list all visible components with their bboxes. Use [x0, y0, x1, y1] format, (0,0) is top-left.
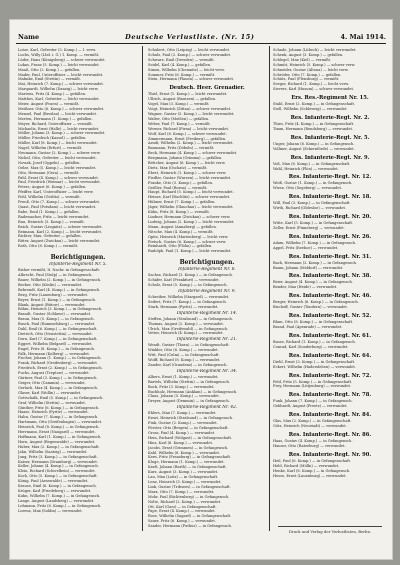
entry-line: Ernst, Heinrich (Stralsund) — in Gefangensch. [148, 416, 234, 421]
entry-line: Kluge, Hermann (1. Komp.) — verwundet. [148, 460, 225, 465]
header-left: Name [18, 32, 40, 41]
entry-line: Fuchs, August (Treptow) — verwundet. [18, 371, 90, 376]
entry-line: Ullrich, August (Bautzen) — gefallen. [148, 97, 217, 102]
entry-line: Ludwig, Johann (2. Komp.) — leicht verwundet. [148, 219, 235, 224]
entry-line: Geißler, Paul (Borna) — vermißt. [148, 185, 208, 190]
entry-line: Albers, Ernst (1. Komp.) — verwundet. [148, 374, 219, 379]
entry-line: Braun, Max (5. Komp.) — in Gefangensch. [18, 317, 95, 322]
entry-line: Brand, Paul (Apenrade) — verwundet. [273, 325, 343, 329]
entry-line: Mohr, Paul (Richtenberg) — in Gefangensch. [148, 494, 230, 499]
entry-line: Müller, Friedrich (Kassel) — gefallen. [18, 136, 87, 141]
entry-line: Müller, Karl (8. Komp.) — leicht verwundet. [18, 141, 98, 146]
entry-line: Herrmann, Ernst (Naugard) — verwundet. [18, 430, 96, 435]
entry-line: Bock, Fritz (3. Komp.) — verwundet. [148, 384, 215, 389]
section-heading: Res. Infanterie-Regt. Nr. 5. [290, 134, 370, 141]
entry-line: Matthes, Karl, Gefreiter — leicht verwundet. [18, 97, 100, 102]
entry-line: Mai, Heinrich (7. Komp.) — schwer verwundet. [18, 82, 105, 87]
entry-line: Simon, Wilhelm (Chemnitz) — leicht verw. [148, 67, 225, 72]
entry-line: Stoll, Wilhelm (Schleswig) — verwundet. [273, 107, 348, 112]
entry-line: Rose, Wilhelm (Sagard) — in Gefangenschaft. [148, 514, 232, 519]
entry-line: Lindner, Hermann (Zwickau) — schwer verw. [148, 215, 231, 219]
entry-line: Brandt, Gustav (Schlawe) — verwundet. [18, 312, 92, 317]
entry-line: Bauer, Wilhelm (2. Komp.) — in Gefangensch. [18, 277, 102, 282]
entry-line: Nagel, Wilhelm (Erfurt) — vermißt. [18, 146, 83, 151]
entry-line: Heinrich, Paul (8. Komp.) — in Gefangensch. [18, 425, 100, 430]
entry-line: Heinze, Karl (Rochlitz) — schwer verwundet. [148, 195, 231, 200]
entry-line: Bisher vermißt, lt. Nachr. in Gefangenschaft: [18, 268, 101, 273]
entry-line: Henke, Karl (8. Komp.) — in Gefangensch. [273, 468, 351, 473]
entry-line: Hein, Richard (Wolgast) — in Gefangenschaft. [148, 435, 233, 440]
entry-line: Pape, Ernst (4. Komp.) — verwundet. [148, 509, 216, 514]
entry-line: Frey, Hermann (Lütjenburg) — verwundet. [273, 384, 352, 389]
entry-line: Nitsche, Max (4. Komp.) — vermißt. [148, 229, 214, 234]
entry-line: Lehmann, Fritz (8. Komp.) — in Gefangensch. [18, 503, 102, 508]
section-heading: Res. Infanterie-Regt. Nr. 84. [288, 412, 372, 419]
entry-line: Hartmann, Otto (Greifenhagen) — verwundet. [18, 420, 103, 425]
entry-line: Bischoff, Gustav (Tondern) — verwundet. [273, 305, 348, 310]
entry-line: Dietz, Max (Oschatz) — vermißt. [148, 165, 208, 170]
entry-line: Preuß, Otto (7. Komp.) — schwer verwundet. [18, 200, 101, 205]
entry-line: Zander, Karl (Graudenz) — in Gefangensch. [148, 362, 228, 367]
entry-line: Merten, Hermann (1. Komp.) — gefallen. [18, 116, 93, 121]
entry-line: Pahl, Ernst (4. Komp.) — schwer verwundet. [18, 175, 99, 180]
entry-line: Frank, Richard (Greifenberg) — verwundet. [18, 361, 98, 366]
entry-line: Meier, August (Posen) — vermißt. [18, 101, 80, 106]
entry-line: Richter, Max, Gefreiter — gefallen. [18, 234, 82, 239]
entry-line: Engel, Fritz (8. Komp.) — in Gefangensch. [18, 346, 95, 351]
entry-line: Bergmann, Johann (Grimma) — gefallen. [148, 156, 223, 161]
entry-line: Seidel, Karl (4. Komp.) — gefallen. [148, 62, 212, 67]
entry-line: Weber, Paul (7. Komp.) — vermißt. [148, 121, 211, 126]
entry-line: Jacobs, Ernst (Grimmen) — in Gefangensch. [148, 445, 229, 450]
entry-line: Reinhardt, Otto (Flöha) — gefallen. [148, 244, 213, 249]
entry-line: Sachse, Richard (3. Komp.) — in Gefangensch. [148, 273, 233, 278]
entry-line: Reimann, Karl (2. Komp.) — leicht verwundet. [18, 229, 103, 234]
entry-line: Nowak, Josef (Oppeln) — gefallen. [18, 160, 81, 165]
section-heading: Res. Infanterie-Regt. Nr. 9. [290, 154, 370, 161]
entry-line: Witt, Paul (Culm) — in Gefangenschaft. [148, 353, 220, 358]
entry-line: Luchs, Willy (Lbd. i. G.) 1. Komp. — vermißt. [18, 52, 100, 57]
entry-line: Rabe, Emil (1. Komp.) — gefallen. [18, 209, 80, 214]
entry-line: Schmitt, Heinrich (5. Komp.) — schwer verw. [273, 62, 356, 67]
entry-line: Will, Paul (3. Komp.) — in Gefangenschaft. [273, 201, 351, 206]
entry-line: Hahn, Gustav (7. Komp.) — in Gefangensch. [18, 415, 99, 420]
entry-line: Wagner, Gustav (5. Komp.) — leicht verwundet. [148, 111, 235, 116]
newspaper-page [10, 20, 392, 559]
entry-line: Link, Gustav (Tribsees) — in Gefangenschaft. [148, 484, 231, 489]
entry-line: Kern, Fritz (Franzburg) — in Gefangenschaft. [148, 455, 232, 460]
entry-line: Behrendt, Karl (4. Komp.) — in Gefangensch. [18, 287, 101, 292]
entry-line: Günther, Fritz (6. Komp.) — in Gefangensch. [18, 405, 100, 410]
entry-line: Stark, Hermann (Pyritz) — verwundet. [148, 304, 219, 309]
entry-line: Ebert, Heinrich (1. Komp.) — schwer verw. [148, 170, 227, 175]
section-heading: Res. Infanterie-Regt. Nr. 31. [288, 253, 372, 260]
entry-line: Lange, August (Landsberg) — verwundet. [18, 498, 95, 503]
entry-line: Ott, Karl (Garz) — in Gefangenschaft. [148, 504, 217, 509]
entry-line: Wiese, Otto (Segeberg) — verwundet. [273, 186, 343, 191]
entry-line: Nolte, Richard (2. Komp.) — verwundet. [148, 499, 222, 504]
entry-line: Kurz, August (3. Komp.) — verwundet. [148, 470, 219, 475]
entry-line: Peters, August (6. Komp.) — gefallen. [18, 185, 87, 190]
entry-line: Gottschalk, Emil (5. Komp.) — in Gefangensch. [18, 395, 104, 400]
entry-line: Dorn, Karl (7. Komp.) — in Gefangenschaft. [18, 336, 98, 341]
entry-line: Friedrich, Ernst (2. Komp.) — in Gefangensch. [18, 366, 103, 371]
entry-line: Förster, Otto (Bergen) — in Gefangenschaft. [148, 426, 229, 430]
entry-line: Rudolph, Paul (1. Komp.) — leicht verwundet. [148, 249, 232, 254]
entry-line: Schwarz, Emil (Dresden) — vermißt. [148, 57, 215, 62]
entry-line: Berg, Fritz (Lauenburg) — verwundet. [18, 292, 89, 297]
entry-line: Rademacher, Fritz — leicht verwundet. [18, 214, 90, 219]
entry-line: Wendt, Gustav (Thorn) — in Gefangenschaft. [148, 343, 230, 348]
entry-line: Fiedler, Gustav (Wurzen) — leicht verwundet. [148, 175, 232, 180]
entry-line: Huber, Max (2. Komp.) — in Gefangenschaft. [18, 444, 100, 449]
entry-line: Wolff, Richard (8. Komp.) — verwundet. [148, 358, 221, 363]
entry-line: Glaser, Karl (Wollin) — verwundet. [18, 390, 82, 395]
entry-line: Adam, Wilhelm (7. Komp.) — in Gefangensch. [273, 240, 357, 245]
entry-line: Weiß, Gustav (1. Komp.) — in Gefangensch. [273, 181, 353, 186]
entry-line: Lukas, Franz (5. Komp.) — leicht verwundet. [18, 62, 100, 67]
entry-line: Wirth, Richard (Oldesloe) — verwundet. [273, 206, 347, 211]
text-column-3 [273, 48, 387, 539]
entry-line: Blum, Otto (8. Komp.) — in Gefangenschaft. [273, 320, 354, 325]
entry-line: Witte, Karl (5. Komp.) — in Gefangenschaft. [273, 221, 354, 226]
entry-line: Beyer, Ernst (1. Komp.) — in Gefangensch. [18, 297, 96, 302]
entry-line: Schreiber, Wilhelm (Stargard) — verwundet. [148, 294, 230, 299]
section-heading: Res. Infanterie-Regt. Nr. 12. [288, 174, 372, 181]
entry-line: Reich, Gustav (Liegnitz) — schwer verwundet. [18, 224, 103, 229]
entry-line: Schulz, Paul (2. Komp.) — schwer verwundet. [148, 52, 232, 57]
entry-line: Hübner, Ernst (7. Komp.) — gefallen. [148, 200, 216, 205]
section-heading: Res. Infanterie-Regt. Nr. 38. [288, 273, 372, 280]
entry-line: Klein, Richard (Schivelbein) — verwundet. [18, 469, 96, 474]
entry-line: Graf, Wilhelm (Stettin) — verwundet. [18, 400, 86, 405]
section-heading: Res. Infanterie-Regt. Nr. 52. [288, 313, 372, 320]
entry-line: Schubert, Otto (Leipzig) — leicht verwundet. [148, 48, 231, 52]
entry-line: Mahnke, Emil (Stettin) — vermißt. [18, 77, 81, 82]
entry-line: Fink, Gustav (2. Komp.) — verwundet. [148, 421, 218, 426]
entry-line: Beck, Hermann (4. Komp.) — schwer verwundet. [148, 151, 238, 156]
entry-line: Thomas, August (2. Komp.) — verwundet. [148, 321, 224, 326]
entry-line: Schneider, Gustav (Altona) — leicht verw. [273, 67, 349, 72]
section-subheading: Infanterie-Regiment Nr. 21. [176, 337, 238, 343]
section-heading: Res. Infanterie-Regt. Nr. 72. [288, 372, 372, 379]
entry-line: Kuhn, Wilhelm (7. Komp.) — in Gefangensch. [18, 493, 101, 498]
entry-line: Jung, Fritz (3. Komp.) — in Gefangenschaft. [18, 454, 98, 459]
entry-line: Gärtner, Paul (3. Komp.) — in Gefangensch. [18, 376, 98, 381]
entry-line: Lenz, Heinrich (5. Komp.) — verwundet. [148, 479, 222, 484]
entry-line: Meißner, Otto (6. Komp.) — schwer verwundet. [18, 106, 105, 111]
entry-line: Schlegel, Max (Kiel) — vermißt. [273, 57, 332, 62]
entry-line: Dreyer, August (Demmin) — in Gefangensch. [148, 399, 230, 404]
entry-line: Kahl, Wilhelm (8. Komp.) — verwundet. [148, 450, 221, 455]
entry-line: Ehlers, Max (7. Komp.) — verwundet. [148, 411, 217, 416]
entry-line: Glas, Max (2. Komp.) — in Gefangenschaft. [273, 419, 352, 424]
entry-line: Zeller, Ernst (Pinneberg) — verwundet. [273, 225, 345, 230]
entry-line: Geiger, Otto (Cammin) — verwundet. [18, 381, 86, 385]
column-divider [142, 46, 143, 531]
entry-line: Beier, August (4. Komp.) — in Gefangensch. [273, 280, 353, 285]
entry-line: Gross, Paul (4. Komp.) — verwundet. [148, 430, 216, 435]
section-heading: Res. Infanterie-Regt. Nr. 18. [288, 194, 372, 201]
entry-line: Sommer, Fritz (6. Komp.) — vermißt. [148, 72, 216, 77]
section-subheading: Infanterie-Regiment Nr. 34. [176, 368, 238, 374]
entry-line: Bender, Max (Heide) — verwundet. [273, 285, 338, 290]
entry-line: Marx, Otto (7. Komp.) — verwundet. [148, 489, 215, 494]
entry-line: Fischer, Johann (1. Komp.) — in Gefangensch. [18, 356, 102, 361]
entry-line: Krause, Emil (6. Komp.) — in Gefangensch. [18, 484, 97, 489]
section-subheading: Infanterie-Regiment Nr. 5. [49, 262, 107, 268]
entry-line: Jahn, Wilhelm (Saatzig) — verwundet. [18, 449, 88, 454]
entry-line: Marquardt, Wilhelm (Danzig) — leicht verw. [18, 87, 99, 92]
entry-line: Busch, Paul (Rummelsburg) — verwundet. [18, 322, 96, 327]
entry-line: Diehl, Ernst (3. Komp.) — in Gefangenschaft. [273, 359, 356, 364]
entry-line: Ritter, August (Zwickau) — leicht verwundet. [18, 239, 101, 244]
entry-line: Keller, Johann (4. Komp.) — in Gefangensch. [18, 464, 99, 469]
text-column-2 [148, 48, 266, 539]
entry-line: Hinz, Karl (6. Komp.) — verwundet. [148, 440, 214, 445]
entry-line: Neumann, Gustav (2. Komp.) — schwer verw. [18, 151, 101, 156]
entry-line: Menzel, Paul (Breslau) — leicht verwundet. [18, 111, 98, 116]
entry-line: Mann, August (Annaberg) — gefallen. [148, 224, 217, 229]
entry-line: Hesse, Ernst (Lauenburg) — verwundet. [273, 473, 347, 478]
entry-line: Thiel, Ernst (1. Komp.) — leicht verwundet. [148, 92, 228, 97]
entry-line: Paul, Friedrich (Weimar) — leicht verwundet. [18, 180, 101, 185]
entry-line: Mader, Paul, Unteroffizier — leicht verwundet. [18, 72, 104, 77]
entry-line: Seeger, Richard (1. Komp.) — leicht verw. [273, 82, 350, 87]
entry-line: Pohl, Wilhelm (Görlitz) — vermißt. [18, 195, 81, 200]
entry-line: Schröder, Otto (7. Komp.) — gefallen. [273, 72, 342, 77]
entry-line: Voß, Max (8. Komp.) — in Gefangenschaft. [273, 161, 351, 166]
header-rule [16, 43, 386, 44]
entry-line: Dietrich, Otto (Neustettin) — verwundet. [18, 331, 93, 336]
header-date: 4. Mai 1914. [340, 32, 386, 41]
entry-line: Meyer, Richard, Unteroffizier — vermißt. [18, 121, 93, 126]
entry-line: Busse, Richard (1. Komp.) — in Gefangensch. [273, 339, 356, 344]
entry-line: Vollmer, August (Eckernförde) — verwundet. [273, 146, 355, 151]
entry-line: Böttcher, August (6. Komp.) — leicht verw. [148, 161, 226, 166]
entry-line: Böhm, Heinrich (3. Komp.) — in Gefangensch. [18, 307, 103, 312]
entry-line: Eggert, Wilhelm (Belgard) — verwundet. [18, 341, 93, 346]
entry-line: Rau, Heinrich (3. Komp.) — vermißt. [18, 219, 85, 224]
section-heading: Berichtigungen. [179, 259, 235, 267]
entry-line: Buchholz, Hermann (Anklam) — in Gefangensch. [148, 389, 238, 394]
entry-line: Schütz, Paul (Flensburg) — vermißt. [273, 77, 340, 82]
entry-line: Conrad, Karl (Sonderburg) — verwundet. [273, 344, 349, 349]
entry-line: Becker, Otto (Köslin) — verwundet. [18, 282, 83, 287]
text-column-1 [18, 48, 138, 539]
entry-line: Wahl, Heinrich (Plön) — verwundet. [273, 166, 339, 171]
entry-line: Stahl, Ernst (2. Komp.) — in Gefangenschaft. [273, 102, 356, 107]
header-title: Deutsche Verlustliste. (Nr. 15) [125, 32, 255, 41]
entry-line: Sievers, Karl (Husum) — schwer verwundet. [273, 87, 355, 92]
section-heading: Deutsch. Heer. Grenadier. [169, 85, 245, 92]
entry-line: Steffen, Johann (Stralsund) — in Gefangensch. [148, 316, 233, 321]
footer-note: Druck und Verlag der Verlustlisten, Berlin. [278, 526, 382, 534]
column-divider [269, 46, 270, 531]
entry-line: Hauser, Otto (Ratzeburg) — verwundet. [273, 443, 346, 448]
entry-line: Blank, August (Bütow) — verwundet. [18, 302, 86, 307]
entry-line: Scholz, Ernst (5. Komp.) — in Gefangensch. [148, 283, 228, 288]
entry-line: Walter, Otto (Meißen) — gefallen. [148, 116, 210, 121]
entry-line: Sander, Hermann (Putbus) — in Gefangensch. [148, 524, 233, 529]
entry-line: Zimmermann, Ernst (Freiberg) — gefallen. [148, 136, 227, 141]
entry-line: Kaiser, Hermann (Dramburg) — verwundet. [18, 459, 98, 464]
entry-line: Voigt, Heinrich (Zittau) — schwer verwundet. [148, 107, 232, 112]
entry-line: Appel, Fritz (Itzehoe) — verwundet. [273, 245, 339, 250]
entry-line: König, Paul (Arnswalde) — verwundet. [18, 479, 89, 484]
page-header [18, 31, 386, 42]
entry-line: Götz, Heinrich (Neustadt) — verwundet. [273, 424, 347, 429]
section-heading: Res. Infanterie-Regt. Nr. 26. [288, 233, 372, 240]
entry-line: Oelze, Max (5. Komp.) — leicht verwundet. [18, 165, 97, 170]
entry-line: Haupt, Richard (5. Komp.) — leicht verwundet. [148, 190, 234, 195]
entry-line: Gebhardt, August (Preetz) — verwundet. [273, 404, 348, 409]
entry-line: Krüger, Karl (Friedeberg) — verwundet. [18, 488, 92, 493]
entry-line: Baum, Johann (Meldorf) — verwundet. [273, 265, 344, 270]
entry-line: Nickel, Otto, Gefreiter — leicht verwundet. [18, 155, 97, 160]
entry-line: Vogel, Max (3. Komp.) — vermißt. [148, 102, 210, 107]
entry-line: Wolf, Karl (8. Komp.) — schwer verwundet. [148, 131, 227, 136]
entry-line: Möller, Johann (3. Komp.) — schwer verwundet. [18, 131, 106, 136]
entry-line: Dahl, Emil (6. Komp.) — in Gefangenschaft. [18, 327, 98, 332]
entry-line: Falk, Hermann (Kolberg) — verwundet. [18, 351, 90, 356]
entry-line: Lotze, Karl, Gefreiter (3. Komp.) — l. verw. [18, 48, 96, 52]
section-subheading: Infanterie-Regiment Nr. 42. [176, 405, 238, 411]
entry-line: Baumann, Fritz (Döbeln) — vermißt. [148, 146, 215, 151]
entry-line: Winkler, Otto (6. Komp.) — verwundet. [148, 348, 219, 353]
entry-line: Seifert, Fritz (7. Komp.) — in Gefangensch. [148, 299, 227, 304]
entry-line: Kühn, Fritz (8. Komp.) — vermißt. [148, 210, 210, 215]
entry-line: Sauer, Fritz (6. Komp.) — verwundet. [148, 519, 216, 524]
entry-line: Franke, Otto (3. Komp.) — gefallen. [148, 180, 214, 185]
entry-line: Schäfer, Karl (Frankfurt) — verwundet. [148, 278, 220, 283]
entry-line: Martens, Fritz (4. Komp.) — gefallen. [18, 92, 87, 97]
entry-line: Gerlach, Max (4. Komp.) — in Gefangensch. [18, 385, 98, 390]
entry-line: Lorenz, Max (Soldin) — verwundet. [18, 508, 83, 513]
entry-line: Heil, Paul (6. Komp.) — in Gefangenschaft. [273, 458, 352, 463]
entry-line: Michaelis, Ernst (Halle) — leicht verwundet. [18, 126, 100, 131]
entry-line: Stein, Hermann (Plauen) — schwer verwundet. [148, 77, 235, 82]
entry-line: Funk, Johann (7. Komp.) — in Gefangensch. [273, 399, 353, 404]
entry-line: Thies, Fritz (4. Komp.) — in Gefangenschaft. [273, 121, 355, 126]
section-heading: Res. Infanterie-Regt. Nr. 46. [288, 293, 372, 300]
entry-line: Lüder, Hans (Königsberg) — schwer verwundet. [18, 57, 106, 62]
entry-line: Pfeiffer, Karl, Unteroffizier — leicht verw. [18, 190, 94, 195]
section-heading: Berichtigungen. [50, 254, 106, 262]
section-heading: Res. Infanterie-Regt. Nr. 78. [288, 392, 372, 399]
section-heading: Res. Infanterie-Regt. Nr. 61. [288, 332, 372, 339]
entry-line: Vetter, Heinrich (4. Komp.) — verwundet. [148, 331, 224, 336]
entry-line: Feld, Fritz (5. Komp.) — in Gefangenschaft. [273, 379, 353, 384]
entry-line: Ulrich, Max (Greifswald) — in Gefangensch. [148, 326, 229, 331]
section-subheading: Infanterie-Regiment Nr. 8. [178, 267, 236, 273]
section-subheading: Infanterie-Regiment Nr. 9. [178, 288, 236, 294]
entry-line: Unger, Johann (6. Komp.) — in Gefangensch. [273, 141, 355, 146]
entry-line: Schade, Johann (Lübeck) — leicht verwundet. [273, 48, 357, 52]
entry-line: Kraft, Johann (Barth) — in Gefangenschaft. [148, 465, 227, 470]
entry-line: Claus, Johann (5. Komp.) — verwundet. [148, 394, 220, 399]
entry-line: Horn, August (Regenwalde) — verwundet. [18, 439, 96, 444]
section-subheading: Infanterie-Regiment Nr. 14. [176, 310, 238, 316]
entry-line: Eckert, Wilhelm (Hadersleben) — verwundet. [273, 364, 357, 369]
entry-line: Werner, Richard (Pirna) — leicht verwundet. [148, 126, 230, 131]
entry-line: Timm, Hermann (Rendsburg) — verwundet. [273, 126, 354, 131]
entry-line: Jäger, Wilhelm (Glauchau) — leicht verwundet. [148, 205, 234, 210]
entry-line: Koch, Otto (5. Komp.) — in Gefangenschaft. [18, 474, 98, 479]
section-heading: Res. Infanterie-Regt. Nr. 64. [288, 352, 372, 359]
entry-line: Bartels, Wilhelm (Stettin) — in Gefangensch. [148, 379, 230, 384]
entry-line: Pietsch, Gustav (6. Komp.) — schwer verw. [148, 239, 227, 244]
section-heading: Res. Infanterie-Regt. Nr. 2. [290, 114, 370, 121]
entry-line: Berger, Heinrich (6. Komp.) — in Gefangensch. [273, 300, 359, 305]
entry-line: Albrecht, Paul (Stolp) — in Gefangensch. [18, 273, 93, 278]
entry-line: Quast, Paul (Potsdam) — leicht verwundet. [18, 205, 97, 209]
entry-line: Roth, Otto (8. Komp.) — vermißt. [18, 244, 79, 249]
entry-line: Bach, Hermann (2. Komp.) — in Gefangensch. [273, 260, 357, 265]
entry-line: Opitz, Heinrich (Marienberg) — leicht verw. [148, 234, 229, 239]
entry-line: Lau, Max (Loitz) — in Gefangenschaft. [148, 475, 219, 480]
section-heading: Ers. Res.-Regiment Nr. 15. [291, 95, 369, 102]
entry-line: Hoffmann, Karl (1. Komp.) — in Gefangensch. [18, 434, 102, 439]
entry-line: Arndt, Wilhelm (2. Komp.) — leicht verwundet. [148, 141, 234, 146]
section-heading: Res. Infanterie-Regt. Nr. 90. [288, 451, 372, 458]
entry-line: Haas, Gustav (4. Komp.) — in Gefangensch. [273, 438, 353, 443]
section-heading: Res. Infanterie-Regt. Nr. 86. [288, 431, 372, 438]
entry-line: Held, Richard (Mölln) — verwundet. [273, 463, 340, 468]
section-heading: Res. Infanterie-Regt. Nr. 20. [288, 214, 372, 221]
entry-line: Maaß, Otto (2. Komp.) — gefallen. [18, 67, 81, 72]
entry-line: Otto, Hermann (Gera) — vermißt. [18, 170, 80, 175]
entry-line: Haase, Heinrich (Pyritz) — verwundet. [18, 410, 89, 415]
entry-line: Schenk, August (3. Komp.) — gefallen. [273, 52, 344, 57]
